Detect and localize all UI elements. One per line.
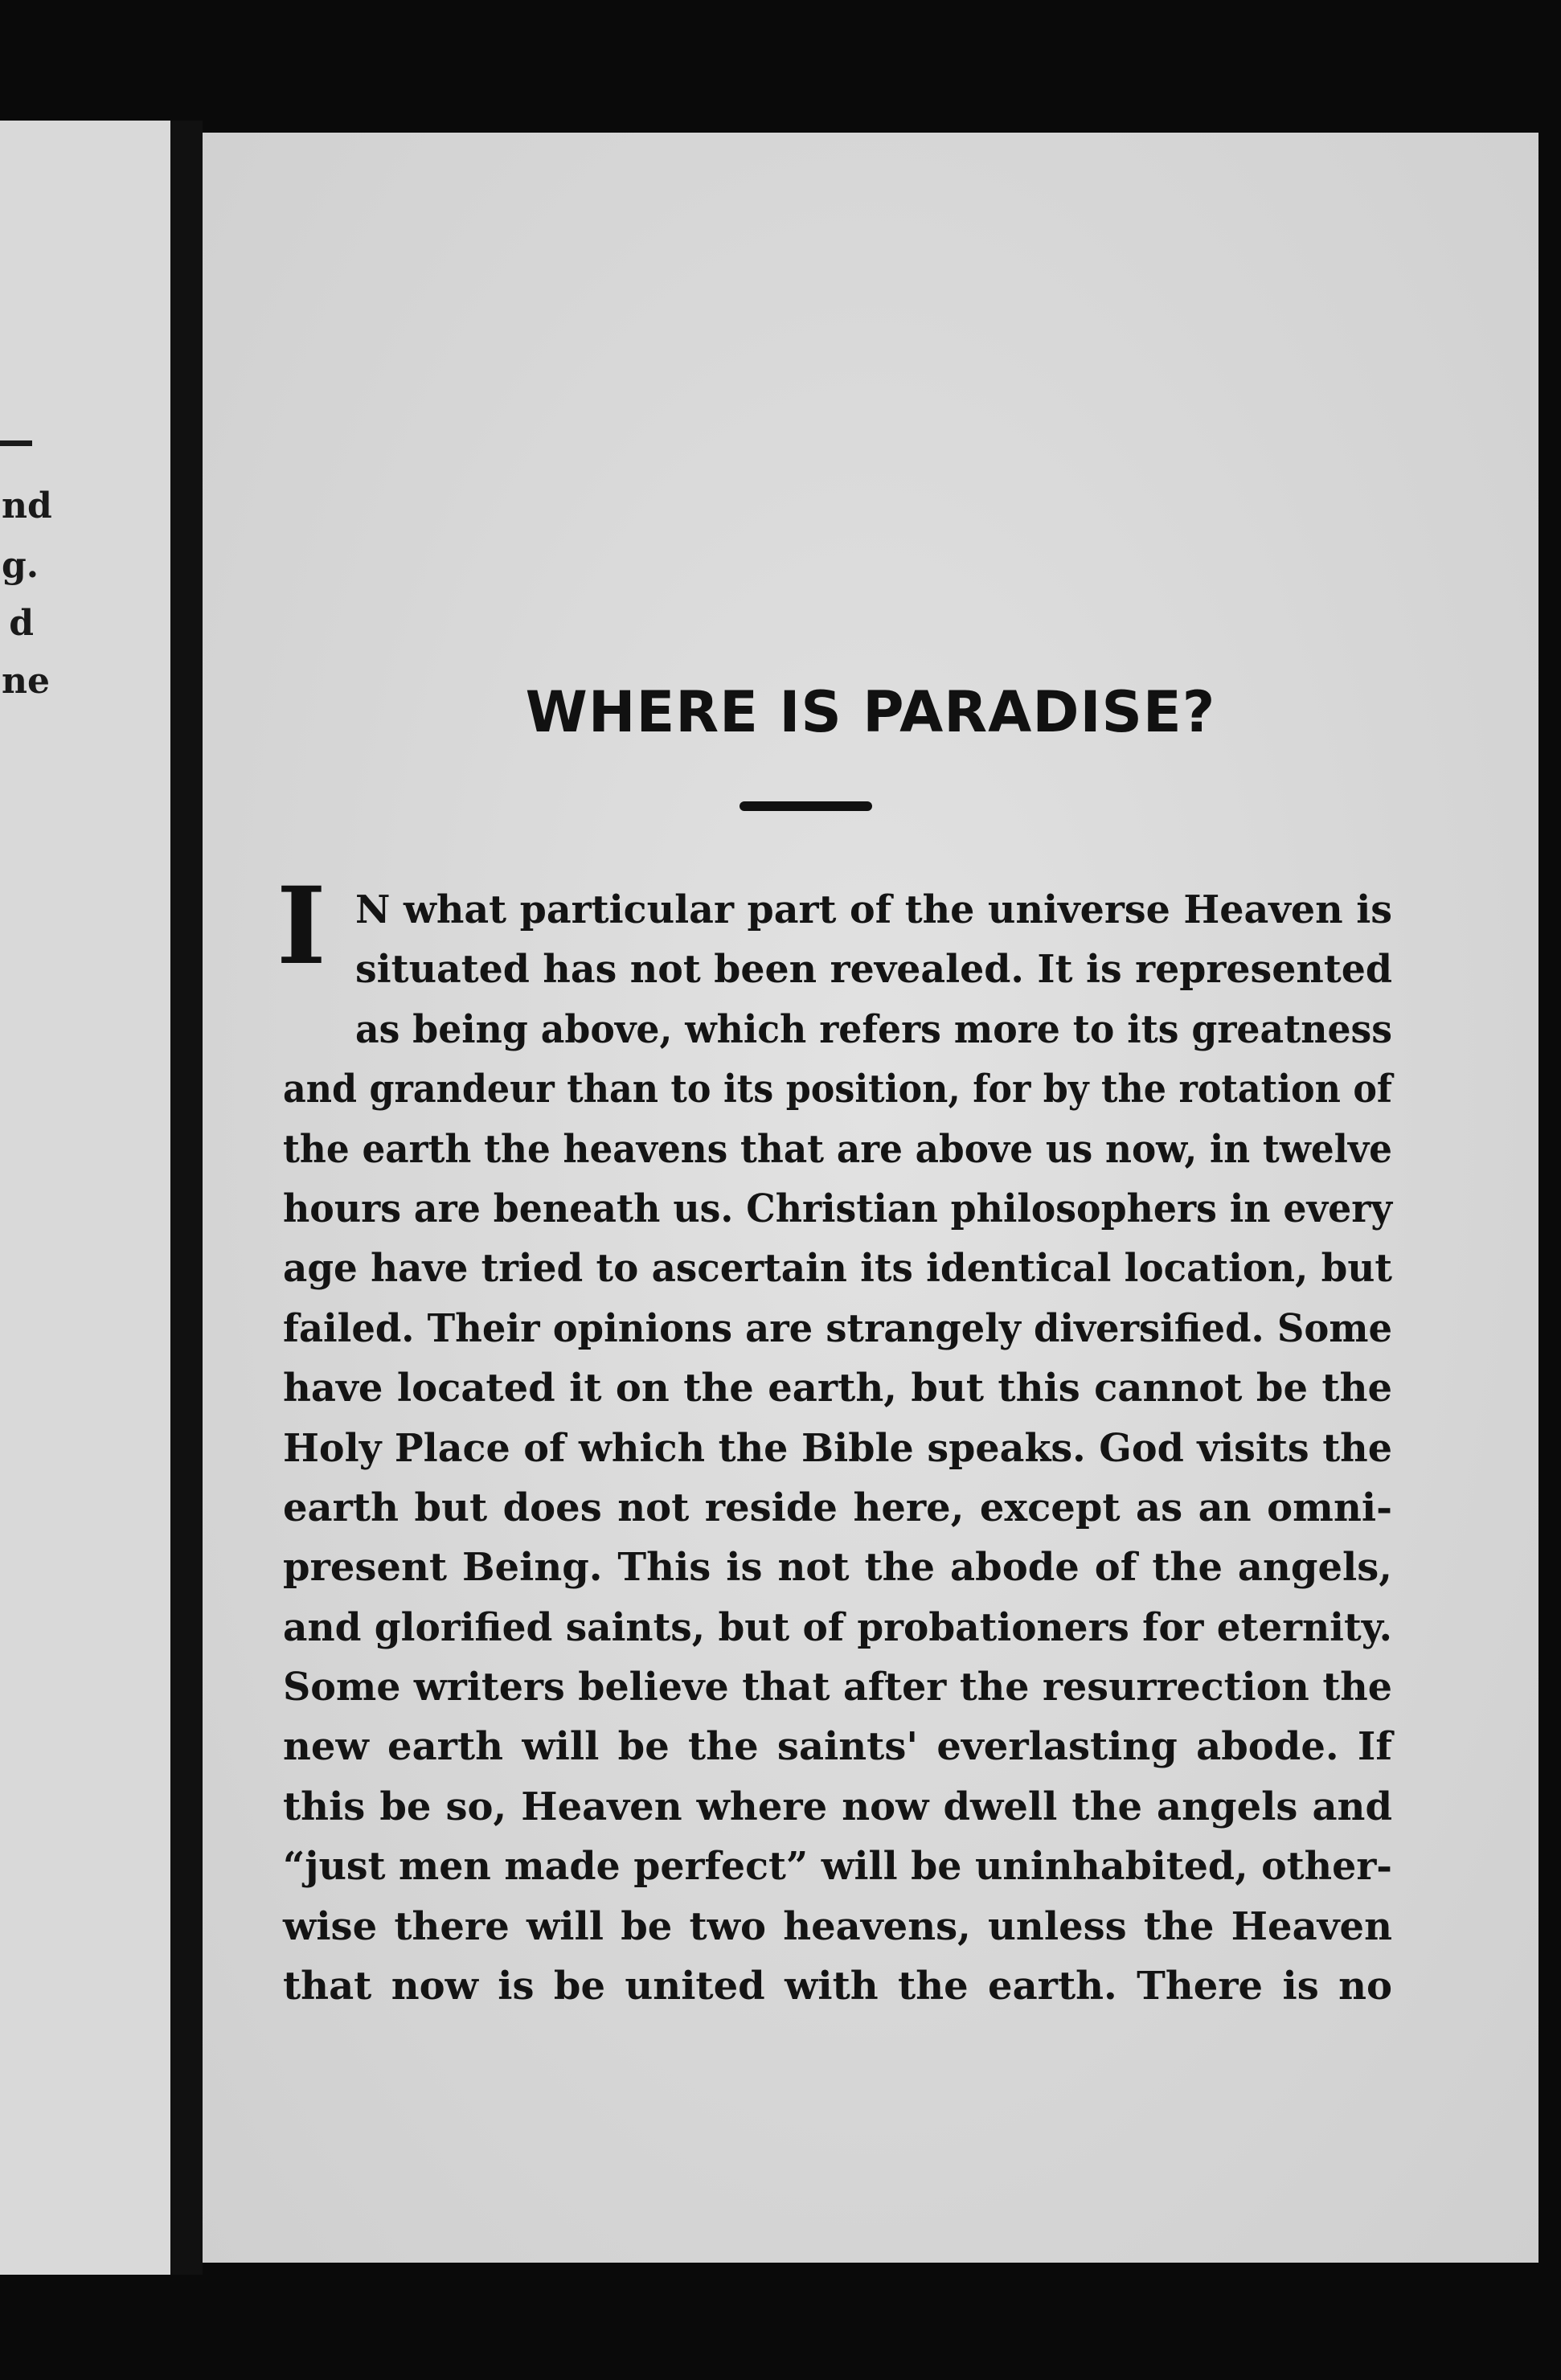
- text-line: Some writers believe that after the resurrection the: [283, 1665, 1392, 1710]
- text-line: present Being. This is not the abode of the angels,: [283, 1545, 1392, 1591]
- text-line: situated has not been revealed. It is represented: [355, 947, 1392, 993]
- text-line: failed. Their opinions are strangely diversified. Some: [283, 1305, 1392, 1351]
- title-rule: [740, 801, 872, 811]
- text-line: Holy Place of which the Bible speaks. God visits the: [283, 1425, 1392, 1471]
- text-line: the earth the heavens that are above us now, in twelve: [283, 1126, 1392, 1172]
- text-line: N what particular part of the universe Heaven is: [355, 887, 1392, 932]
- text-line: as being above, which refers more to its greatness: [355, 1006, 1392, 1052]
- previous-page-fragment: d: [9, 603, 34, 644]
- text-line: wise there will be two heavens, unless the Heaven: [283, 1903, 1392, 1949]
- text-line: “just men made perfect” will be uninhabited, other-: [283, 1844, 1392, 1890]
- text-line: hours are beneath us. Christian philosophers in every: [283, 1186, 1392, 1231]
- body-paragraph: [277, 864, 1392, 2016]
- page-title: WHERE IS PARADISE?: [525, 679, 1216, 745]
- previous-page-fragment: nd: [2, 485, 52, 526]
- text-line: new earth will be the saints' everlasting abode. If: [283, 1724, 1392, 1770]
- text-line: have located it on the earth, but this cannot be the: [283, 1366, 1392, 1411]
- text-line: and grandeur than to its position, for by the rotation of: [283, 1067, 1392, 1112]
- drop-cap: I: [277, 864, 326, 989]
- previous-page-fragment: ne: [2, 661, 50, 702]
- text-line: and glorified saints, but of probationers for eternity.: [283, 1604, 1392, 1650]
- text-line: age have tried to ascertain its identical location, but: [283, 1246, 1392, 1292]
- book-gutter: [170, 121, 203, 2275]
- previous-page-fragment: g.: [2, 545, 39, 586]
- previous-page-rule: [0, 440, 32, 446]
- text-line: that now is be united with the earth. There is no: [283, 1964, 1392, 2009]
- book-page: [203, 133, 1538, 2263]
- previous-page-edge: [0, 121, 170, 2275]
- text-line: this be so, Heaven where now dwell the angels and: [283, 1784, 1392, 1829]
- text-line: earth but does not reside here, except as an omni-: [283, 1485, 1392, 1530]
